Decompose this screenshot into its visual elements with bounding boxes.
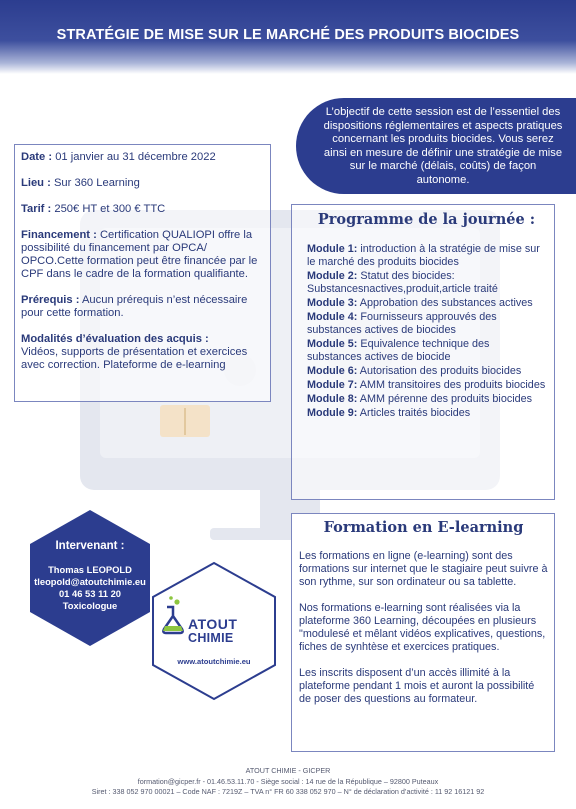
- module-text: Statut des biocides: Substancesnactives,produit,article traité: [307, 270, 498, 295]
- module-item: [307, 365, 546, 378]
- modalites-row: [21, 333, 264, 372]
- objective-box: [296, 98, 576, 194]
- financement-label: Financement :: [21, 229, 97, 241]
- intervenant-phone: 01 46 53 11 20: [58, 588, 122, 599]
- module-item: [307, 338, 546, 364]
- module-item: [307, 243, 546, 269]
- lieu-row: [21, 177, 264, 190]
- elearning-paragraph: Nos formations e-learning sont réalisées via la plateforme 360 Learning, découpées en plusieurs "modulesé et mêlant vidéos explicatives, questions, fiches de synhtèse et exercices pratiques.: [299, 602, 546, 653]
- header-banner: [0, 0, 576, 74]
- module-item: [307, 407, 546, 420]
- module-item: [307, 379, 546, 392]
- module-label: Module 2:: [307, 270, 358, 282]
- module-label: Module 4:: [307, 311, 358, 323]
- website-link[interactable]: www.atoutchimie.eu: [177, 657, 251, 666]
- page-title: STRATÉGIE DE MISE SUR LE MARCHÉ DES PRODUITS BIOCIDES: [56, 27, 520, 43]
- footer-company: ATOUT CHIMIE - GICPER: [245, 766, 331, 775]
- module-label: Module 8:: [307, 393, 358, 405]
- module-label: Module 7:: [307, 379, 358, 391]
- intervenant-card: [20, 540, 160, 612]
- tarif-value: 250€ HT et 300 € TTC: [51, 203, 166, 215]
- prerequis-value: Aucun prérequis n’est nécessaire pour cette formation.: [21, 294, 248, 319]
- module-item: [307, 270, 546, 296]
- tarif-row: [21, 203, 264, 216]
- financement-row: [21, 229, 264, 281]
- brand-logo: [188, 617, 237, 645]
- elearning-panel: [291, 513, 555, 752]
- programme-panel: [291, 204, 555, 500]
- date-value: 01 janvier au 31 décembre 2022: [52, 151, 216, 163]
- intervenant-heading: Intervenant :: [55, 540, 125, 552]
- module-text: introduction à la stratégie de mise sur le marché des produits biocides: [307, 243, 540, 268]
- logo-line-1: ATOUT: [188, 616, 238, 632]
- module-text: Articles traités biocides: [357, 407, 471, 419]
- module-label: Module 6:: [307, 365, 358, 377]
- prerequis-label: Prérequis :: [21, 294, 80, 306]
- modalites-label: Modalités d’évaluation des acquis :: [21, 333, 209, 345]
- info-panel: [14, 144, 271, 402]
- tarif-label: Tarif :: [21, 203, 52, 215]
- module-label: Module 9:: [307, 407, 358, 419]
- objective-text: L’objectif de cette session est de l’essentiel des dispositions réglementaires et aspects pratiques concernant les produits biocides. Vous serez ainsi en mesure de définir une stratégie de mise sur le marché (délais, coûts) de façon autonome.: [323, 106, 563, 186]
- programme-title: Programme de la journée :: [317, 211, 536, 228]
- module-item: [307, 297, 546, 310]
- date-row: [21, 151, 264, 164]
- module-text: AMM pérenne des produits biocides: [357, 393, 533, 405]
- module-text: Autorisation des produits biocides: [357, 365, 522, 377]
- intervenant-email: tleopold@atoutchimie.eu: [34, 576, 146, 587]
- footer: [0, 766, 576, 798]
- module-item: [307, 393, 546, 406]
- elearning-title: Formation en E-learning: [323, 519, 524, 536]
- elearning-paragraph: Les formations en ligne (e-learning) sont des formations sur internet que le stagiaire peut suivre à son rythme, sur son ordinateur ou sa tablette.: [299, 550, 548, 588]
- prerequis-row: [21, 294, 264, 320]
- logo-line-2: CHIMIE: [188, 631, 234, 645]
- lieu-label: Lieu :: [21, 177, 51, 189]
- module-label: Module 1:: [307, 243, 358, 255]
- module-text: Fournisseurs approuvés des substances actives de biocides: [307, 311, 497, 336]
- intervenant-name: Thomas LEOPOLD: [48, 564, 132, 575]
- lieu-value: Sur 360 Learning: [50, 177, 140, 189]
- financement-value: Certification QUALIOPI offre la possibilité du financement par OPCA/ OPCO.Cette formation peut être financée par le CPF dans le cadre de la formation qualifiante.: [21, 229, 258, 280]
- elearning-paragraph: Les inscrits disposent d’un accès illimité à la plateforme pendant 1 mois et auront la possibilité de poser des questions au formateur.: [299, 667, 535, 705]
- module-text: Equivalence technique des substances actives de biocide: [307, 338, 490, 363]
- date-label: Date :: [21, 151, 53, 163]
- footer-contact: formation@gicper.fr - 01.46.53.11.70 - Siège social : 14 rue de la République – 92800 Puteaux: [137, 776, 439, 786]
- module-label: Module 3:: [307, 297, 358, 309]
- module-text: Approbation des substances actives: [357, 297, 533, 309]
- modalites-value: Vidéos, supports de présentation et exercices avec correction. Plateforme de e-learning: [21, 346, 248, 371]
- module-label: Module 5:: [307, 338, 358, 350]
- footer-legal: Siret : 338 052 970 00021 – Code NAF : 7219Z – TVA n° FR 60 338 052 970 – N° de déclaration d’activité : 11 92 16121 92: [91, 787, 485, 796]
- module-text: AMM transitoires des produits biocides: [357, 379, 546, 391]
- intervenant-role: Toxicologue: [62, 600, 118, 611]
- module-item: [307, 311, 546, 337]
